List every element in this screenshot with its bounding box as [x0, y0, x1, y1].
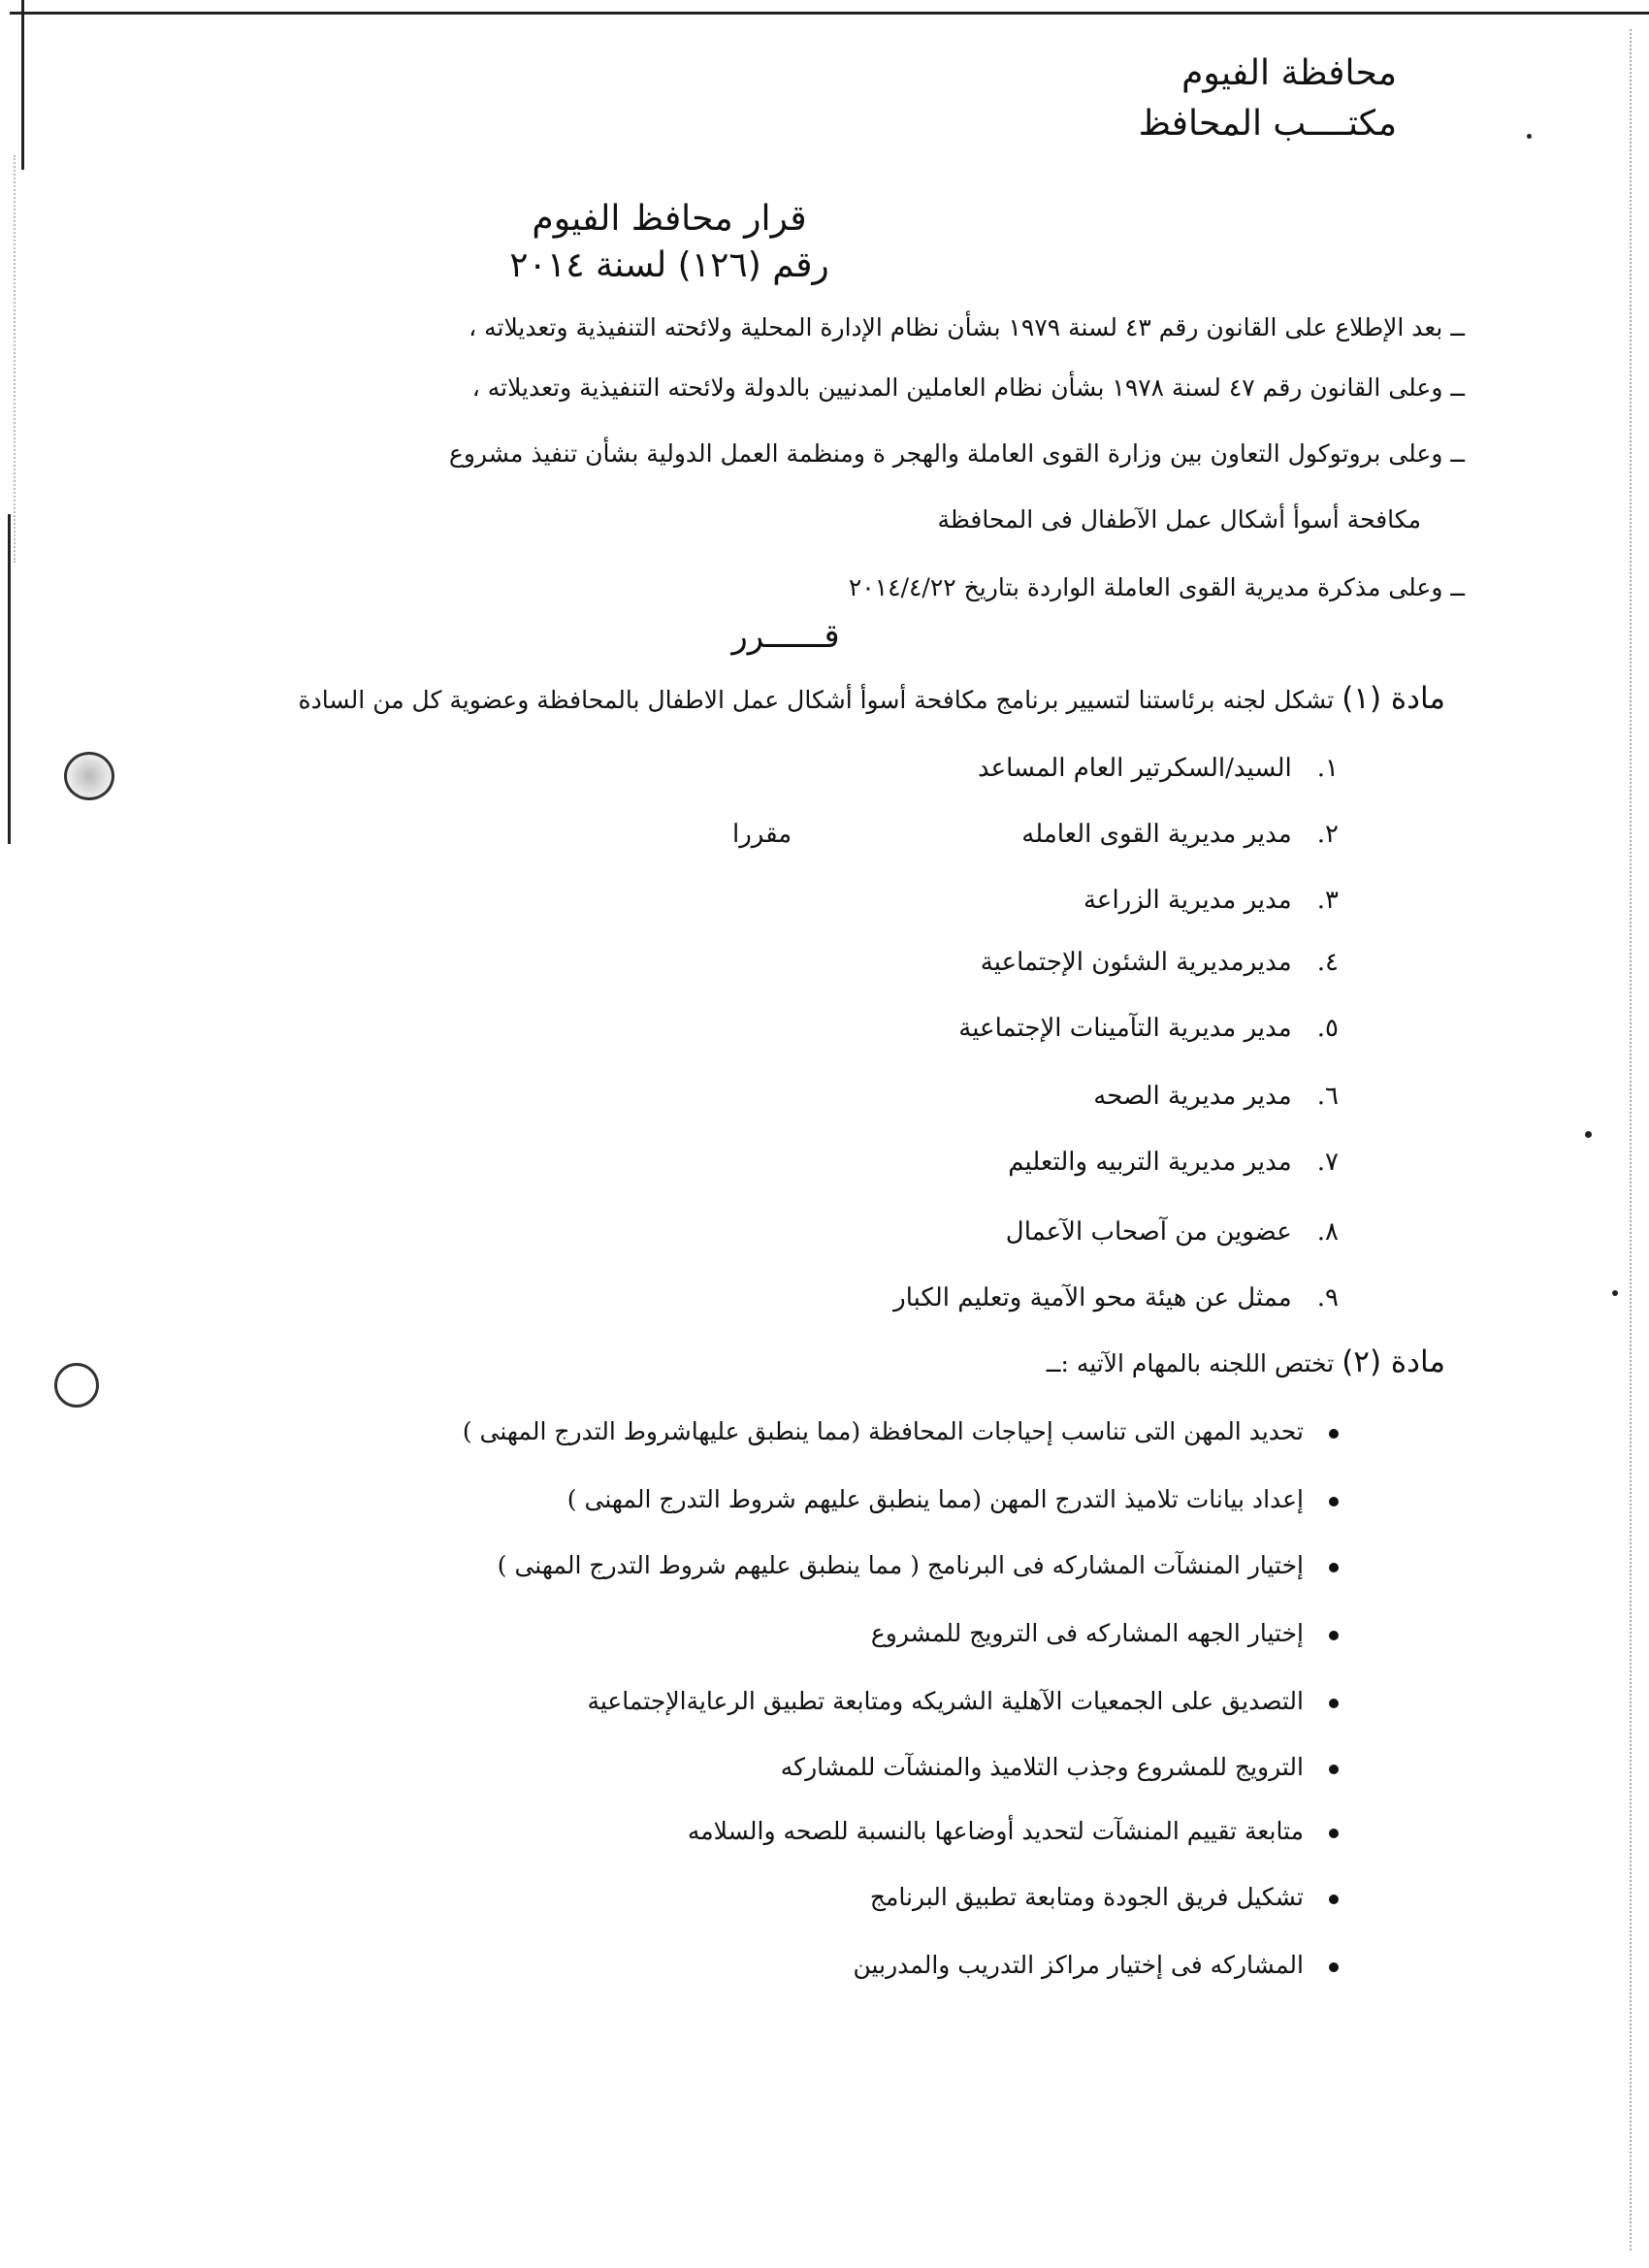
- list-item: ٩. ممثل عن هيئة محو الآمية وتعليم الكبار: [893, 1283, 1339, 1312]
- letterhead: [1139, 49, 1397, 149]
- governorate-name: محافظة الفيوم: [1181, 53, 1397, 93]
- list-item: متابعة تقييم المنشآت لتحديد أوضاعها بالنسبة للصحه والسلامه: [688, 1812, 1339, 1851]
- list-item: ٦. مدير مديرية الصحه: [1093, 1082, 1339, 1111]
- scan-speck: [1585, 1131, 1592, 1138]
- decree-title: قرار محافظ الفيوم: [532, 199, 807, 239]
- list-item: إعداد بيانات تلاميذ التدرج المهن (مما ينطبق عليهم شروط التدرج المهنى ): [567, 1480, 1339, 1519]
- list-item: ١. السيد/السكرتير العام المساعد: [977, 754, 1339, 783]
- scan-edge-left: [8, 514, 11, 844]
- bullet-icon: [1329, 1699, 1339, 1708]
- list-item: إختيار المنشآت المشاركه فى البرنامج ( مما ينطبق عليهم شروط التدرج المهنى ): [498, 1546, 1339, 1585]
- bullet-icon: [1329, 1429, 1339, 1439]
- preamble-line: مكافحة أسوأ أشكال عمل الآطفال فى المحافظة: [937, 505, 1421, 534]
- preamble-line: ــ وعلى مذكرة مديرية القوى العاملة الواردة بتاريخ ٢٠١٤/٤/٢٢: [848, 573, 1465, 601]
- preamble-line: ــ وعلى القانون رقم ٤٧ لسنة ١٩٧٨ بشأن نظام العاملين المدنيين بالدولة ولائحته التنفيذية وتعديلاته ،: [471, 373, 1465, 402]
- scan-speck: [1612, 1290, 1618, 1296]
- bullet-icon: [1329, 1962, 1339, 1972]
- decree-number: رقم (١٢٦) لسنة ٢٠١٤: [509, 245, 829, 285]
- list-item: ٣. مدير مديرية الزراعة: [1083, 886, 1339, 915]
- scan-edge-left: [21, 0, 24, 170]
- list-item: ٨. عضوين من آصحاب الآعمال: [1005, 1217, 1339, 1247]
- preamble-line: ــ بعد الإطلاع على القانون رقم ٤٣ لسنة ١٩٧٩ بشأن نظام الإدارة المحلية ولائحته التنفيذية وتعديلاته ،: [469, 313, 1465, 341]
- scan-edge-top: [10, 12, 1649, 15]
- punch-hole: [54, 1363, 99, 1408]
- list-item: إختيار الجهه المشاركه فى الترويج للمشروع: [871, 1614, 1339, 1653]
- list-item: المشاركه فى إختيار مراكز التدريب والمدربين: [854, 1946, 1339, 1985]
- article-text: تشكل لجنه برئاستنا لتسيير برنامج مكافحة أسوأ أشكال عمل الاطفال بالمحافظة وعضوية كل من السادة: [298, 686, 1335, 714]
- bullet-icon: [1329, 1563, 1339, 1572]
- list-item: ٥. مدير مديرية التآمينات الإجتماعية: [958, 1014, 1339, 1043]
- bullet-icon: [1329, 1497, 1339, 1507]
- decision-heading: قــــــرر: [731, 617, 840, 656]
- list-item: تحديد المهن التى تناسب إحياجات المحافظة (مما ينطبق عليهاشروط التدرج المهنى ): [463, 1412, 1339, 1451]
- bullet-icon: [1329, 1765, 1339, 1774]
- rapporteur-label: مقررا: [732, 820, 792, 849]
- list-item: ٤. مديرمديرية الشئون الإجتماعية: [980, 948, 1339, 977]
- list-item: ٧. مدير مديرية التربيه والتعليم: [1008, 1148, 1339, 1177]
- bullet-icon: [1329, 1829, 1339, 1838]
- bullet-icon: [1329, 1895, 1339, 1904]
- list-item: الترويج للمشروع وجذب التلاميذ والمنشآت للمشاركه: [781, 1748, 1339, 1787]
- list-item: التصديق على الجمعيات الآهلية الشريكه ومتابعة تطبيق الرعايةالإجتماعية: [587, 1682, 1339, 1721]
- article-2: [1047, 1343, 1445, 1383]
- list-item: ٢. مدير مديرية القوى العامله: [1021, 820, 1339, 849]
- scan-speck: [1527, 134, 1532, 139]
- preamble-line: ــ وعلى بروتوكول التعاون بين وزارة القوى العاملة والهجر ة ومنظمة العمل الدولية بشأن تنفيذ مشروع: [448, 439, 1465, 468]
- article-1: [299, 679, 1445, 720]
- bullet-icon: [1329, 1631, 1339, 1640]
- article-label: مادة (٢): [1342, 1345, 1445, 1379]
- article-text: تختص اللجنه بالمهام الآتيه :ــ: [1046, 1349, 1335, 1377]
- punch-hole: [64, 752, 114, 800]
- scan-noise-right: [1630, 29, 1632, 2251]
- office-name: مكتــــب المحافظ: [1138, 104, 1397, 144]
- article-label: مادة (١): [1342, 681, 1445, 716]
- list-item: تشكيل فريق الجودة ومتابعة تطبيق البرنامج: [870, 1878, 1339, 1917]
